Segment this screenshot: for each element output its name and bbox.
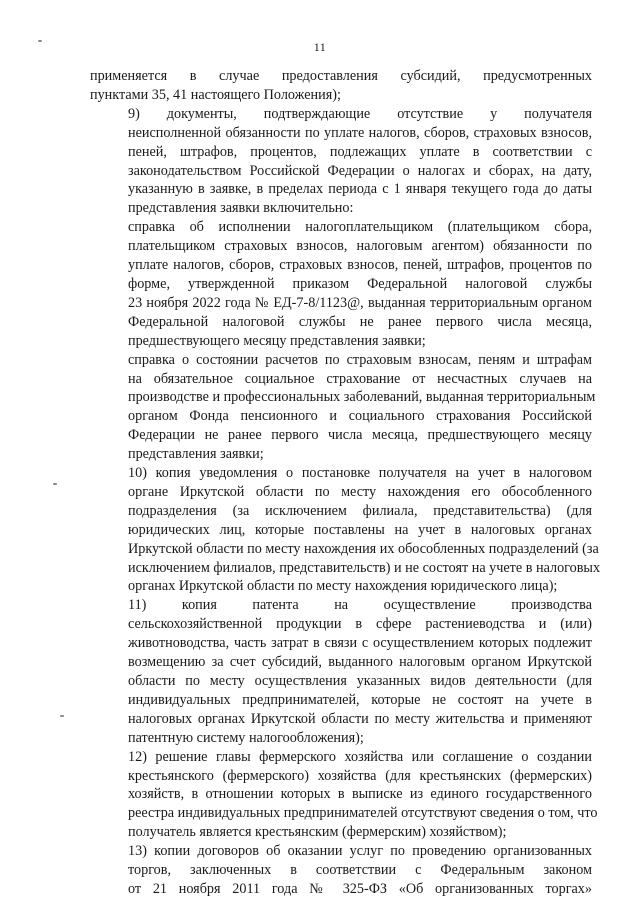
text-line: 11) копия патента на осуществление производства bbox=[128, 597, 592, 614]
text-line: индивидуальных предпринимателей, которые не состоят на учете в bbox=[128, 691, 592, 708]
text-line: на обязательное социальное страхование от несчастных случаев на bbox=[128, 370, 592, 387]
text-line: 12) решение главы фермерского хозяйства или соглашение о создании bbox=[128, 748, 592, 765]
paragraph-item-11 bbox=[90, 596, 592, 747]
text-line: пунктами 35, 41 настоящего Положения); bbox=[90, 86, 341, 103]
text-line: 13) копии договоров об оказании услуг по проведению организованных bbox=[128, 843, 592, 860]
text-line: от 21 ноября 2011 года № 325-ФЗ «Об организованных торгах» bbox=[128, 880, 592, 897]
text-line: пеней, штрафов, процентов, подлежащих уплате в соответствии с bbox=[128, 143, 592, 160]
text-line: справка об исполнении налогоплательщиком (плательщиком сбора, bbox=[128, 219, 592, 236]
text-line: юридических лиц, которые поставлены на учет в налоговых органах bbox=[128, 521, 592, 538]
paragraph-item-13 bbox=[90, 842, 592, 899]
text-line: Иркутской области по месту нахождения их обособленных подразделений (за bbox=[128, 540, 599, 557]
text-line: 10) копия уведомления о постановке получателя на учет в налоговом bbox=[128, 465, 592, 482]
text-line: плательщиком страховых взносов, налоговым агентом) обязанности по bbox=[128, 238, 592, 255]
text-line: производстве и профессиональных заболеваний, выданная территориальным bbox=[128, 389, 596, 406]
text-line: получатель является крестьянским (фермерским) хозяйством); bbox=[128, 824, 507, 841]
paragraph-item-12 bbox=[90, 748, 598, 843]
text-line: органах Иркутской области по месту нахождения юридического лица); bbox=[128, 578, 558, 595]
scan-speck bbox=[53, 483, 57, 485]
scan-speck bbox=[38, 40, 42, 42]
text-line: представления заявки; bbox=[128, 446, 264, 463]
text-line: сельскохозяйственной продукции в сфере растениеводства и (или) bbox=[128, 616, 592, 633]
paragraph-item-9-certificate-insurance bbox=[90, 351, 596, 464]
text-line: торгов, заключенных в соответствии с Федеральным законом bbox=[128, 862, 592, 879]
paragraph-continuation bbox=[90, 67, 592, 105]
text-line: Федерации не ранее первого числа месяца, предшествующего месяцу bbox=[128, 427, 592, 444]
scan-speck bbox=[60, 715, 64, 717]
text-line: справка о состоянии расчетов по страховым взносам, пеням и штрафам bbox=[128, 351, 592, 368]
text-line: области по месту осуществления указанных видов деятельности (для bbox=[128, 673, 592, 689]
text-line: представления заявки включительно: bbox=[128, 200, 354, 217]
text-line: патентную систему налогообложения); bbox=[128, 729, 364, 746]
paragraph-item-9 bbox=[90, 105, 592, 218]
text-line: 23 ноября 2022 года № ЕД-7-8/1123@, выданная территориальным органом bbox=[128, 294, 592, 311]
text-line: подразделения (за исключением филиала, представительства) (для bbox=[128, 502, 592, 519]
text-line: органом Фонда пенсионного и социального страхования Российской bbox=[128, 408, 592, 425]
text-line: Федеральной налоговой службы не ранее первого числа месяца, bbox=[128, 313, 592, 330]
paragraph-item-10 bbox=[90, 464, 601, 596]
text-line: указанную в заявке, в пределах периода с 1 января текущего года до даты bbox=[128, 181, 592, 198]
text-line: исключением филиалов, представительств) и не состоят на учете в налоговых bbox=[128, 559, 601, 576]
text-line: 9) документы, подтверждающие отсутствие у получателя bbox=[128, 105, 592, 122]
text-line: возмещению за счет субсидий, выданного налоговым органом Иркутской bbox=[128, 654, 592, 671]
text-line: крестьянского (фермерского) хозяйства (для крестьянских (фермерских) bbox=[128, 767, 592, 784]
text-line: законодательством Российской Федерации о налогах и сборах, на дату, bbox=[128, 162, 592, 179]
paragraph-item-9-certificate-tax bbox=[90, 218, 592, 350]
text-line: реестра индивидуальных предпринимателей отсутствуют сведения о том, что bbox=[128, 805, 598, 822]
text-line: применяется в случае предоставления субсидий, предусмотренных bbox=[90, 68, 592, 84]
text-line: предшествующего месяцу представления заявки; bbox=[128, 332, 426, 349]
text-line: налоговых органах Иркутской области по месту жительства и применяют bbox=[128, 710, 592, 727]
document-body bbox=[90, 67, 601, 899]
text-line: неисполненной обязанности по уплате налогов, сборов, страховых взносов, bbox=[128, 124, 592, 141]
text-line: уплате налогов, сборов, страховых взносов, пеней, штрафов, процентов по bbox=[128, 257, 592, 274]
text-line: животноводства, часть затрат в связи с осуществлением которых подлежит bbox=[128, 635, 592, 652]
page-number: 11 bbox=[313, 40, 327, 54]
text-line: органе Иркутской области по месту нахождения его обособленного bbox=[128, 483, 592, 500]
text-line: хозяйств, в отношении которых в выписке из единого государственного bbox=[128, 786, 592, 803]
text-line: форме, утвержденной приказом Федеральной налоговой службы bbox=[128, 275, 592, 292]
